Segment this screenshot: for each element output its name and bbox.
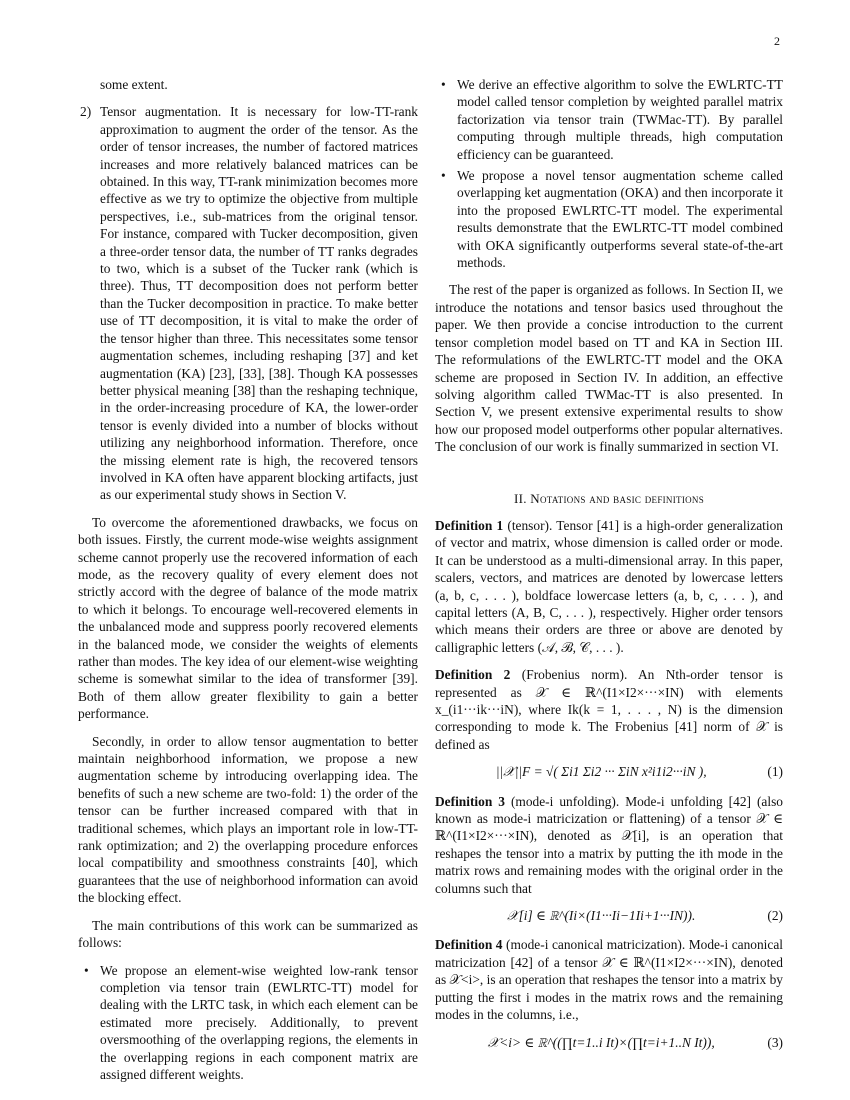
- paragraph: The rest of the paper is organized as follows. In Section II, we introduce the notations and tensor basics used throughout the paper. We then provide a concise introduction to the current tensor completion model based on TT and KA in Section III. The reformulations of the EWLRTC-TT model and the OKA scheme are proposed in Section IV. In addition, an effective solving algorithm called TWMac-TT is also presented. In Section V, we present extensive experimental results to show how our proposed model outperforms other popular alternatives. The conclusion of our work is finally summarized in section VI.: [435, 282, 783, 455]
- definition-text: (mode-i canonical matricization). Mode-i canonical matricization [42] of a tensor 𝒳 ∈ ℝ^(I1×I2×···×IN), denoted as 𝒳<i>, is an operation that reshapes the tensor into a matrix by putting the first i modes in the matrix rows and the remaining modes in the columns, i.e.,: [435, 937, 784, 1023]
- equation-2: [435, 907, 783, 924]
- equation-body: 𝒳<i> ∈ ℝ^((∏t=1..i It)×(∏t=i+1..N It)),: [487, 1034, 715, 1050]
- equation-number: (2): [767, 908, 783, 924]
- drawback-list: [78, 103, 418, 503]
- right-column: [435, 76, 783, 1063]
- bullet-text: We derive an effective algorithm to solve the EWLRTC-TT model called tensor completion by weighted parallel matrix factorization via tensor train (TWMac-TT). By parallel computing through multiple threads, high computation efficiency can be guaranteed.: [457, 77, 783, 162]
- bullet-icon: •: [84, 962, 89, 978]
- paragraph: Secondly, in order to allow tensor augmentation to better maintain neighborhood information, we propose a new augmentation scheme by introducing overlapping idea. The benefits of such a new scheme are two-fold: 1) the order of the tensor can be further increased compared with that in traditional schemes, which plays an important role in low-TT-rank optimization; and 2) the overlapping procedure enforces local compatibility and smoothness constraints [40], which guarantees that the use of neighborhood information can avoid the blocking effect.: [78, 733, 418, 906]
- equation-body: ||𝒳||F = √( Σi1 Σi2 ··· ΣiN x²i1i2···iN ),: [495, 764, 707, 780]
- definition-text: (Frobenius norm). An Nth-order tensor is represented as 𝒳 ∈ ℝ^(I1×I2×···×IN) with elements x_(i1···ik···iN), where Ik(k = 1, . . . , N) is the dimension corresponding to mode k. The Frobenius [41] norm of 𝒳 is defined as: [435, 667, 783, 752]
- bullet-icon: •: [441, 168, 446, 184]
- paragraph: The main contributions of this work can be summarized as follows:: [78, 917, 418, 951]
- bullet-item: [435, 76, 783, 163]
- definition-text: (tensor). Tensor [41] is a high-order generalization of vector and matrix, whose dimension is called order or mode. It can be understood as a multi-dimensional array. In this paper, scalers, vectors, and matrices are denoted by lowercase letters (a, b, c, . . . ), boldface lowercase letters (a, b, c, . . . ), and capital letters (A, B, C, . . . ), respectively. Higher order tensors which means their orders are three or above are denoted by calligraphic letters (𝒜, ℬ, 𝒞, . . . ).: [435, 517, 783, 655]
- equation-body: 𝒳[i] ∈ ℝ^(Ii×(I1···Ii−1Ii+1···IN)).: [507, 908, 696, 924]
- definition-2: [435, 666, 783, 753]
- list-item-2: [78, 103, 418, 503]
- definition-label: Definition 3: [435, 793, 505, 809]
- bullet-text: We propose an element-wise weighted low-rank tensor completion via tensor train (EWLRTC-TT) model for dealing with the LRTC task, in which each element can be estimated more precisely. Additionally, to prevent oversmoothing of the overlapping regions, the elements in the overlapping regions in each component matrix are assigned different weights.: [100, 962, 418, 1082]
- page-number: 2: [774, 34, 780, 48]
- equation-number: (3): [767, 1034, 783, 1050]
- equation-number: (1): [767, 764, 783, 780]
- list-item-2-text: Tensor augmentation. It is necessary for low-TT-rank approximation to augment the order of the tensor. As the order of tensor increases, the number of factored matrices increases and more relatively balanced matrices can be obtained. In this way, TT-rank minimization becomes more effective as we try to optimize the objective from multiple perspectives, i.e., sub-matrices from the original tensor. For instance, compared with Tucker decomposition, given a three-order tensor data, the number of TT ranks degrades to two, which is a subset of the Tucker rank (which is three). Thus, TT decomposition does not perform better than the Tucker decomposition in practice. To make better use of TT decomposition, it is vital to make the order of the tensor higher than three. This necessitates some tensor augmentation schemes, including reshaping [37] and ket augmentation (KA) [23], [33], [38]. Though KA possesses better physical meaning [38] than the reshaping technique, in the order-increasing procedure of KA, the lower-order tensor is evenly divided into a number of blocks without utilizing any neighborhood information. Therefore, once the missing element rate is high, the recovered tensors involved in KA often have apparent blocking artifacts, just as our experimental study shows in Section V.: [100, 104, 418, 503]
- bullet-icon: •: [441, 77, 446, 92]
- left-column: [78, 76, 418, 1093]
- bullet-text: We propose a novel tensor augmentation scheme called overlapping ket augmentation (OKA) and then incorporate it into the proposed EWLRTC-TT model. The experimental results demonstrate that the EWLRTC-TT model combined with OKA significantly outperforms several state-of-the-art methods.: [457, 168, 783, 271]
- equation-3: [435, 1034, 783, 1051]
- list-marker: 2): [80, 104, 92, 120]
- definition-text: (mode-i unfolding). Mode-i unfolding [42] (also known as mode-i matricization or flattening) of a tensor 𝒳 ∈ ℝ^(I1×I2×···×IN), denoted as 𝒳[i], is an operation that reshapes the tensor into a matrix by putting the ith mode in the matrix rows and remaining modes with the original order in the columns such that: [435, 793, 783, 896]
- list-item-1-tail: some extent.: [100, 77, 168, 92]
- bullet-item: [435, 167, 783, 271]
- contributions-list-cont: [435, 76, 783, 271]
- definition-4: [435, 936, 783, 1023]
- bullet-item: [78, 962, 418, 1084]
- section-heading: II. Notations and basic definitions: [513, 490, 705, 506]
- equation-1: [435, 763, 783, 780]
- definition-3: [435, 793, 783, 897]
- definition-label: Definition 4: [435, 937, 503, 953]
- definition-label: Definition 1: [435, 517, 504, 533]
- definition-label: Definition 2: [435, 667, 511, 683]
- definition-1: [435, 517, 783, 656]
- paragraph: To overcome the aforementioned drawbacks, we focus on both issues. Firstly, the current mode-wise weights assignment scheme cannot properly use the recovered information of each mode, as the recovery quality of every element does not strictly accord with the degree of balance of the mode matrix to which it belongs. To encourage well-recovered elements in the unbalanced mode and suppress poorly recovered elements in the balanced mode, we consider the weights of elements rather than modes. The key idea of our element-wise weighting scheme is somewhat similar to the idea of transformer [39]. Both of them allow greater flexibility to gain a better performance.: [78, 514, 418, 722]
- contributions-list: [78, 962, 418, 1084]
